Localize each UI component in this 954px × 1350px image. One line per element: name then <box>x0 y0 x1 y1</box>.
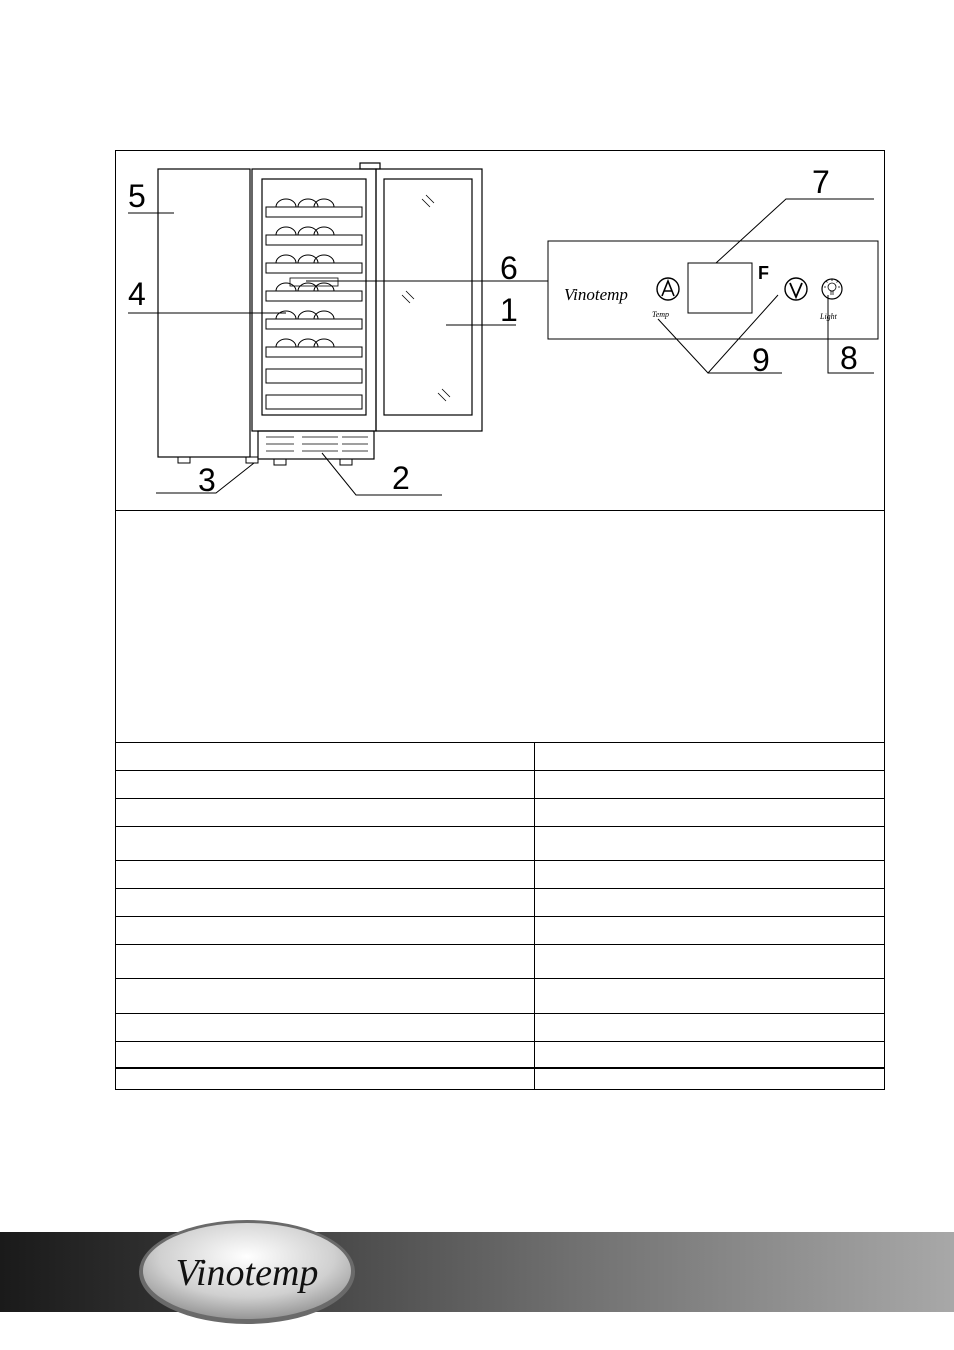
spec-label <box>116 826 534 860</box>
glass-reflections <box>402 195 450 401</box>
callout-numbers <box>128 164 858 498</box>
vinotemp-logo <box>136 1217 358 1327</box>
bottle-row <box>276 227 334 235</box>
table-row <box>116 978 884 1013</box>
shelf <box>266 263 362 273</box>
spec-value <box>534 1068 884 1090</box>
shelf <box>266 291 362 301</box>
reflection <box>402 291 414 303</box>
table-row <box>116 798 884 826</box>
spec-label <box>116 860 534 888</box>
callout-6: 6 <box>500 250 518 286</box>
table-row <box>116 1041 884 1068</box>
base-grille <box>258 431 374 459</box>
spec-value <box>534 770 884 798</box>
top-handle <box>360 163 380 169</box>
panel-brand: Vinotemp <box>564 285 628 304</box>
diagram-cell <box>116 151 884 511</box>
callout-1: 1 <box>500 292 518 328</box>
logo-text: Vinotemp <box>175 1252 319 1294</box>
shelves <box>266 207 362 409</box>
glass-pane <box>384 179 472 415</box>
spec-value <box>534 860 884 888</box>
bottle-row <box>276 199 334 207</box>
spec-label <box>116 798 534 826</box>
foot <box>178 457 190 463</box>
temperature-display <box>688 263 752 313</box>
shelf <box>266 319 362 329</box>
spec-table <box>116 743 884 1090</box>
light-button[interactable] <box>822 279 842 299</box>
callout-4: 4 <box>128 276 146 312</box>
spec-label <box>116 944 534 978</box>
shelf <box>266 369 362 383</box>
callout-7: 7 <box>812 164 830 200</box>
grille-slots <box>266 437 368 451</box>
spec-value <box>534 743 884 770</box>
spec-value <box>534 978 884 1013</box>
bottle-row <box>276 255 334 263</box>
callout-8: 8 <box>840 340 858 376</box>
spec-label <box>116 1041 534 1068</box>
cabinet-interior <box>262 179 366 415</box>
spec-value <box>534 798 884 826</box>
foot <box>274 459 286 465</box>
foot <box>246 457 258 463</box>
description-cell <box>116 511 884 743</box>
cabinet-body <box>252 169 376 431</box>
temp-label: Temp <box>652 310 670 319</box>
product-figure-frame <box>115 150 885 1090</box>
leader-7 <box>716 199 874 263</box>
spec-label <box>116 1013 534 1041</box>
arrow-up-icon <box>662 281 674 296</box>
reflection <box>438 389 450 401</box>
unit-indicator: F <box>758 263 769 283</box>
light-label: Light <box>820 312 837 321</box>
spec-value <box>534 916 884 944</box>
wine-cooler-diagram <box>116 151 884 509</box>
table-row <box>116 1013 884 1041</box>
spec-value <box>534 888 884 916</box>
spec-label <box>116 770 534 798</box>
shelf <box>266 207 362 217</box>
bottle-row <box>276 283 334 291</box>
spec-label <box>116 1068 534 1090</box>
shelf <box>266 347 362 357</box>
table-row <box>116 944 884 978</box>
callout-3: 3 <box>198 462 216 498</box>
spec-label <box>116 978 534 1013</box>
callout-5: 5 <box>128 178 146 214</box>
light-bulb-icon <box>824 279 840 294</box>
table-row <box>116 826 884 860</box>
glass-door <box>376 169 482 431</box>
table-row <box>116 916 884 944</box>
table-row <box>116 888 884 916</box>
spec-label <box>116 743 534 770</box>
bottle-row <box>276 311 334 319</box>
spec-value <box>534 1041 884 1068</box>
callout-9: 9 <box>752 342 770 378</box>
bottle-row <box>276 339 334 347</box>
table-row <box>116 1068 884 1090</box>
spec-value <box>534 826 884 860</box>
arrow-down-icon <box>790 283 802 297</box>
table-row <box>116 860 884 888</box>
callout-2: 2 <box>392 460 410 496</box>
foot <box>340 459 352 465</box>
shelf <box>266 235 362 245</box>
spec-value <box>534 944 884 978</box>
spec-value <box>534 1013 884 1041</box>
spec-label <box>116 888 534 916</box>
shelf <box>266 395 362 409</box>
table-row <box>116 770 884 798</box>
table-row <box>116 743 884 770</box>
reflection <box>422 195 434 207</box>
spec-label <box>116 916 534 944</box>
